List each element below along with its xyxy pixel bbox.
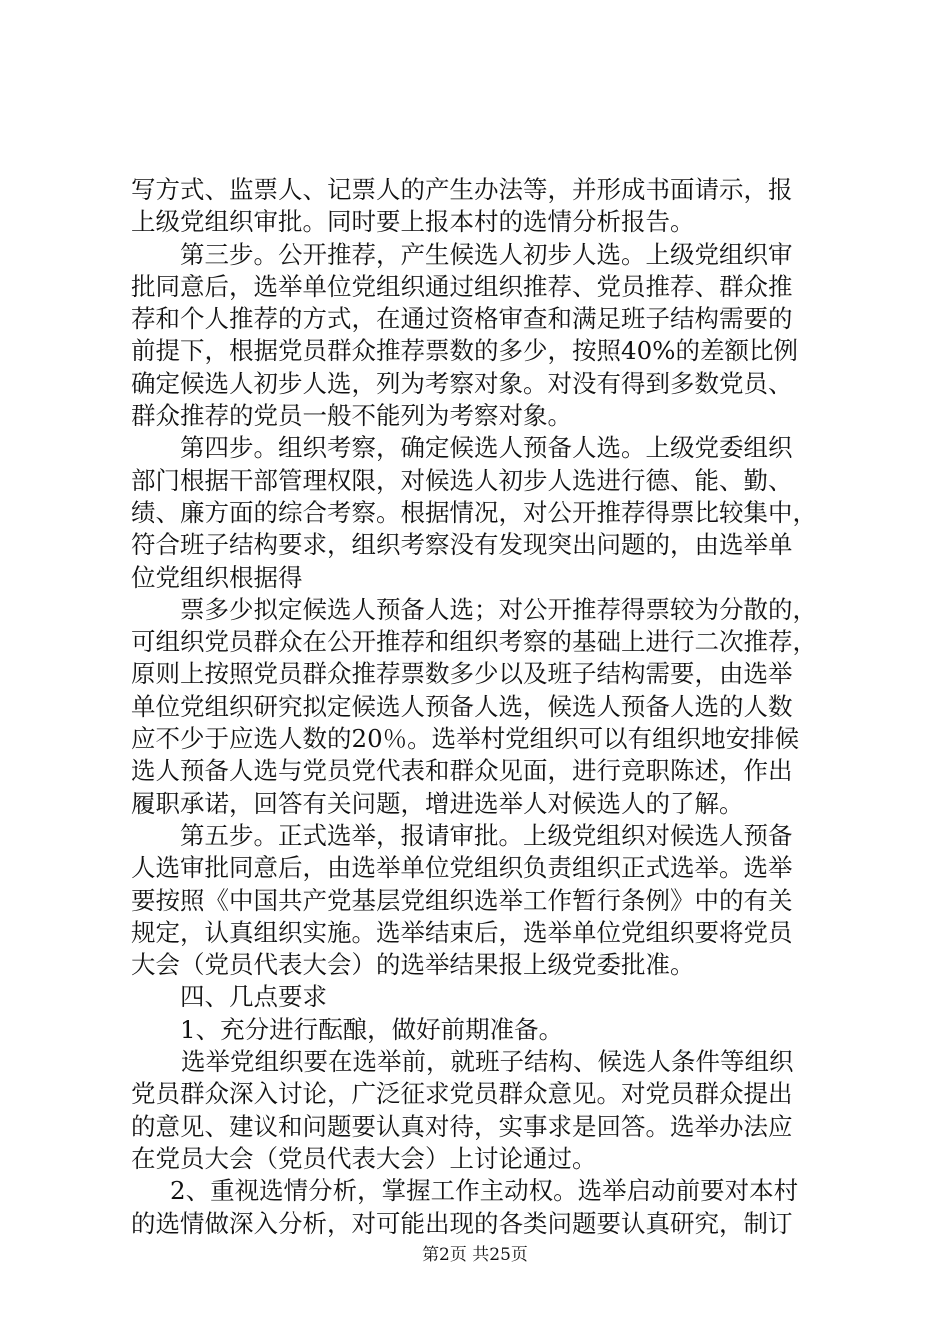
- text-line: 批同意后，选举单位党组织通过组织推荐、党员推荐、群众推: [131, 271, 793, 301]
- section-heading: 四、几点要求: [180, 982, 327, 1012]
- text-line: 履职承诺，回答有关问题，增进选举人对候选人的了解。: [131, 788, 744, 818]
- text-line: 可组织党员群众在公开推荐和组织考察的基础上进行二次推荐，: [131, 627, 817, 657]
- text-line: 选举党组织要在选举前，就班子结构、候选人条件等组织: [181, 1047, 794, 1077]
- text-line: 的意见、建议和问题要认真对待，实事求是回答。选举办法应: [131, 1111, 793, 1141]
- text-line: 应不少于应选人数的20％。选举村党组织可以有组织地安排候: [131, 724, 800, 754]
- text-line: 确定候选人初步人选，列为考察对象。对没有得到多数党员、: [131, 368, 793, 398]
- text-line: 的选情做深入分析，对可能出现的各类问题要认真研究，制订: [131, 1208, 793, 1238]
- text-line: 原则上按照党员群众推荐票数多少以及班子结构需要，由选举: [131, 659, 793, 689]
- text-line: 第三步。公开推荐，产生候选人初步人选。上级党组织审: [180, 239, 793, 269]
- subsection-heading: 1、充分进行酝酿，做好前期准备。: [180, 1014, 564, 1044]
- text-line: 部门根据干部管理权限，对候选人初步人选进行德、能、勤、: [131, 465, 793, 495]
- text-line: 第五步。正式选举，报请审批。上级党组织对候选人预备: [180, 820, 793, 850]
- text-line: 在党员大会（党员代表大会）上讨论通过。: [131, 1143, 597, 1173]
- text-line: 要按照《中国共产党基层党组织选举工作暂行条例》中的有关: [131, 885, 793, 915]
- text-line: 大会（党员代表大会）的选举结果报上级党委批准。: [131, 950, 695, 980]
- text-line: 党员群众深入讨论，广泛征求党员群众意见。对党员群众提出: [131, 1079, 793, 1109]
- text-line: 位党组织根据得: [131, 562, 303, 592]
- text-line: 写方式、监票人、记票人的产生办法等，并形成书面请示，报: [131, 175, 793, 204]
- text-line: 上级党组织审批。同时要上报本村的选情分析报告。: [131, 207, 695, 237]
- text-line: 人选审批同意后，由选举单位党组织负责组织正式选举。选举: [131, 853, 793, 883]
- page-footer: 第2页 共25页: [422, 1245, 528, 1265]
- text-line: 前提下，根据党员群众推荐票数的多少，按照40%的差额比例: [131, 336, 798, 366]
- text-line: 规定，认真组织实施。选举结束后，选举单位党组织要将党员: [131, 917, 793, 947]
- text-line: 第四步。组织考察，确定候选人预备人选。上级党委组织: [180, 433, 793, 463]
- text-line: 绩、廉方面的综合考察。根据情况，对公开推荐得票比较集中，: [131, 497, 817, 527]
- text-line: 符合班子结构要求，组织考察没有发现突出问题的，由选举单: [131, 530, 793, 560]
- text-line: 群众推荐的党员一般不能列为考察对象。: [131, 401, 572, 431]
- text-line: 荐和个人推荐的方式，在通过资格审查和满足班子结构需要的: [131, 304, 793, 334]
- text-line: 票多少拟定候选人预备人选；对公开推荐得票较为分散的，: [180, 594, 817, 624]
- body-text: [131, 174, 831, 1240]
- text-line: 单位党组织研究拟定候选人预备人选，候选人预备人选的人数: [131, 691, 793, 721]
- text-line: 2、重视选情分析，掌握工作主动权。选举启动前要对本村: [170, 1176, 799, 1206]
- text-line: 选人预备人选与党员党代表和群众见面，进行竞职陈述，作出: [131, 756, 793, 786]
